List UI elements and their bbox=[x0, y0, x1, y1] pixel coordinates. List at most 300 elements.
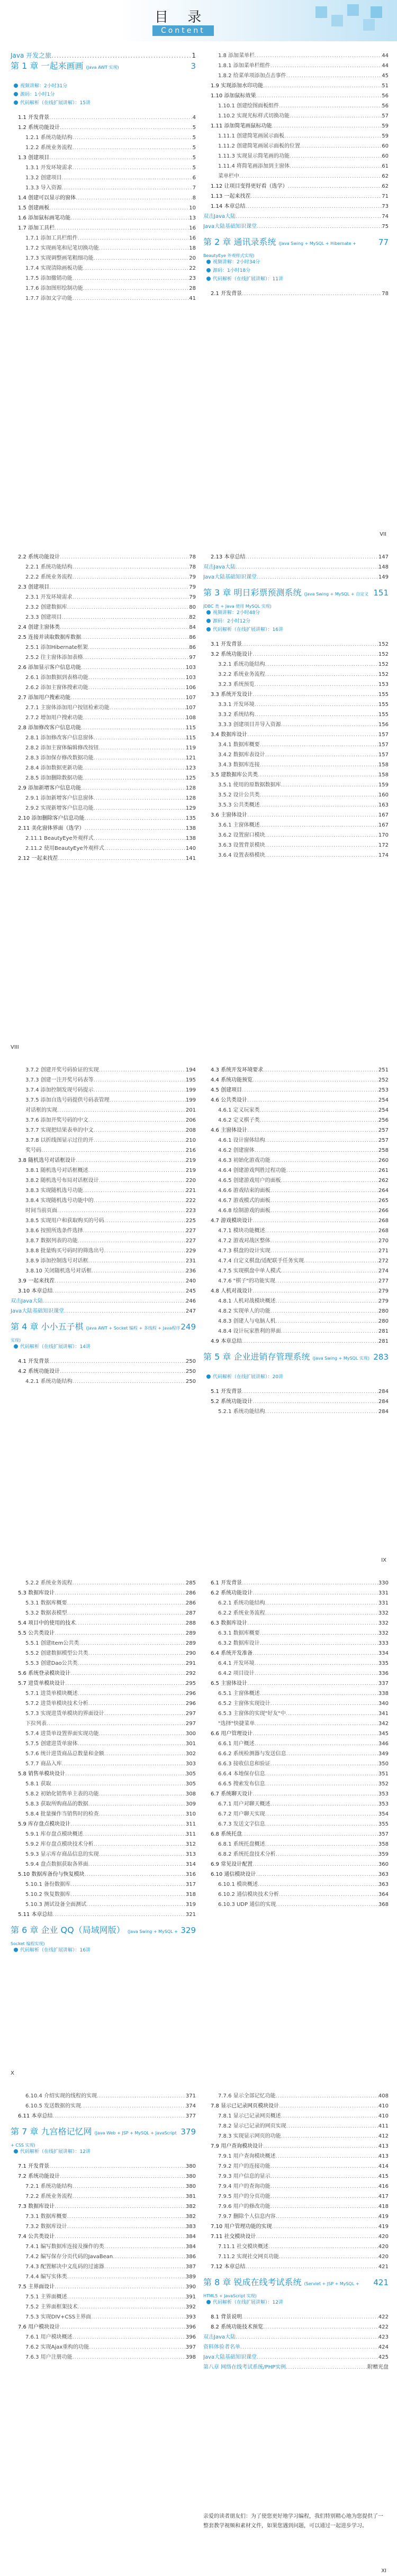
toc-entry[interactable] bbox=[203, 690, 389, 700]
toc-entry[interactable] bbox=[203, 1638, 389, 1648]
toc-entry[interactable] bbox=[203, 790, 389, 800]
toc-entry[interactable] bbox=[203, 111, 389, 121]
toc-entry[interactable] bbox=[203, 1648, 389, 1658]
toc-entry[interactable] bbox=[203, 1397, 389, 1407]
toc-entry[interactable] bbox=[11, 1377, 196, 1387]
toc-entry[interactable] bbox=[11, 1648, 196, 1658]
toc-entry[interactable] bbox=[11, 243, 196, 253]
toc-entry[interactable] bbox=[203, 1206, 389, 1216]
toc-entry[interactable] bbox=[203, 191, 389, 201]
toc-entry[interactable] bbox=[11, 273, 196, 283]
toc-entry[interactable] bbox=[203, 181, 389, 191]
toc-entry[interactable] bbox=[11, 1115, 196, 1125]
toc-entry[interactable] bbox=[203, 2101, 389, 2111]
toc-entry[interactable] bbox=[11, 2332, 196, 2342]
toc-entry[interactable] bbox=[203, 81, 389, 91]
toc-entry[interactable] bbox=[11, 1256, 196, 1266]
toc-entry[interactable] bbox=[11, 1890, 196, 1900]
toc-entry[interactable] bbox=[11, 153, 196, 163]
toc-entry[interactable] bbox=[11, 213, 196, 223]
toc-entry[interactable] bbox=[203, 780, 389, 790]
toc-entry[interactable] bbox=[203, 1256, 389, 1266]
toc-entry[interactable] bbox=[11, 1859, 196, 1869]
toc-entry[interactable] bbox=[11, 193, 196, 203]
toc-entry[interactable] bbox=[203, 2121, 389, 2131]
toc-entry[interactable] bbox=[11, 1306, 196, 1316]
toc-entry[interactable] bbox=[203, 1809, 389, 1819]
toc-entry[interactable] bbox=[203, 830, 389, 840]
toc-entry[interactable] bbox=[203, 1598, 389, 1608]
toc-entry[interactable] bbox=[203, 171, 389, 181]
toc-entry[interactable] bbox=[11, 1729, 196, 1739]
toc-entry[interactable] bbox=[11, 1880, 196, 1890]
toc-entry[interactable] bbox=[203, 1869, 389, 1880]
toc-entry[interactable] bbox=[11, 1759, 196, 1769]
toc-entry[interactable] bbox=[203, 562, 389, 572]
toc-entry[interactable] bbox=[11, 2252, 196, 2262]
toc-entry[interactable] bbox=[203, 710, 389, 720]
toc-entry[interactable] bbox=[11, 2171, 196, 2181]
toc-entry[interactable] bbox=[203, 2262, 389, 2272]
toc-entry[interactable] bbox=[11, 203, 196, 213]
toc-entry[interactable] bbox=[203, 2362, 389, 2372]
toc-entry[interactable] bbox=[11, 2111, 196, 2121]
toc-entry[interactable] bbox=[11, 1618, 196, 1628]
chapter-heading[interactable] bbox=[203, 237, 389, 258]
toc-entry[interactable] bbox=[11, 2352, 196, 2362]
toc-entry[interactable] bbox=[203, 1075, 389, 1085]
toc-entry[interactable] bbox=[203, 1900, 389, 1910]
toc-entry[interactable] bbox=[203, 212, 389, 222]
toc-entry[interactable] bbox=[11, 854, 196, 864]
toc-entry[interactable] bbox=[203, 1759, 389, 1769]
chapter-heading[interactable] bbox=[11, 1925, 196, 1946]
toc-entry[interactable] bbox=[203, 1336, 389, 1346]
toc-entry[interactable] bbox=[203, 61, 389, 71]
toc-entry[interactable] bbox=[203, 2131, 389, 2141]
toc-entry[interactable] bbox=[11, 1689, 196, 1699]
toc-entry[interactable] bbox=[11, 2342, 196, 2352]
toc-entry[interactable] bbox=[11, 113, 196, 123]
toc-entry[interactable] bbox=[203, 289, 389, 299]
chapter-heading[interactable] bbox=[203, 1352, 389, 1373]
toc-entry[interactable] bbox=[11, 1669, 196, 1679]
toc-entry[interactable] bbox=[11, 1075, 196, 1085]
toc-entry[interactable] bbox=[203, 1829, 389, 1839]
leader-dots bbox=[94, 803, 186, 813]
toc-entry[interactable] bbox=[11, 173, 196, 183]
toc-entry[interactable] bbox=[203, 1226, 389, 1236]
toc-entry[interactable] bbox=[11, 693, 196, 703]
toc-entry[interactable] bbox=[203, 770, 389, 780]
toc-entry[interactable] bbox=[11, 1286, 196, 1296]
toc-entry[interactable] bbox=[11, 643, 196, 653]
page-ref: 194 bbox=[185, 1067, 196, 1073]
toc-entry[interactable] bbox=[203, 720, 389, 730]
toc-entry[interactable] bbox=[203, 1608, 389, 1618]
toc-entry[interactable] bbox=[203, 2181, 389, 2192]
toc-entry[interactable] bbox=[203, 1709, 389, 1719]
toc-entry[interactable] bbox=[203, 2322, 389, 2332]
toc-entry[interactable] bbox=[203, 141, 389, 151]
toc-entry[interactable] bbox=[203, 2091, 389, 2101]
toc-entry[interactable] bbox=[11, 2302, 196, 2312]
toc-entry[interactable] bbox=[11, 592, 196, 602]
toc-entry[interactable] bbox=[11, 683, 196, 693]
toc-entry[interactable] bbox=[11, 793, 196, 803]
toc-entry[interactable] bbox=[11, 51, 196, 61]
toc-entry[interactable] bbox=[203, 1145, 389, 1156]
toc-entry[interactable] bbox=[203, 51, 389, 61]
toc-entry[interactable] bbox=[203, 700, 389, 710]
toc-entry[interactable] bbox=[203, 810, 389, 820]
toc-entry[interactable] bbox=[203, 1799, 389, 1809]
toc-entry[interactable] bbox=[203, 2111, 389, 2121]
chapter-resource[interactable] bbox=[11, 82, 196, 90]
toc-entry[interactable] bbox=[203, 659, 389, 670]
toc-entry[interactable] bbox=[203, 649, 389, 659]
toc-entry[interactable] bbox=[11, 1779, 196, 1789]
toc-entry[interactable] bbox=[11, 1125, 196, 1135]
toc-entry[interactable] bbox=[11, 773, 196, 783]
toc-entry[interactable] bbox=[203, 1125, 389, 1135]
toc-entry[interactable] bbox=[203, 639, 389, 649]
leader-dots bbox=[110, 703, 186, 713]
toc-entry[interactable] bbox=[203, 2151, 389, 2161]
toc-entry[interactable] bbox=[203, 1196, 389, 1206]
toc-entry[interactable] bbox=[203, 1618, 389, 1628]
toc-entry[interactable] bbox=[11, 2222, 196, 2232]
toc-entry[interactable] bbox=[203, 1628, 389, 1638]
toc-entry[interactable] bbox=[11, 2232, 196, 2242]
toc-entry[interactable] bbox=[11, 1598, 196, 1608]
toc-entry[interactable] bbox=[203, 1276, 389, 1286]
toc-entry[interactable] bbox=[11, 1679, 196, 1689]
toc-entry[interactable] bbox=[203, 1679, 389, 1689]
toc-entry[interactable] bbox=[203, 1266, 389, 1276]
toc-entry[interactable] bbox=[203, 1387, 389, 1397]
toc-entry[interactable] bbox=[11, 1799, 196, 1809]
toc-entry[interactable] bbox=[11, 612, 196, 622]
toc-entry[interactable] bbox=[11, 562, 196, 572]
toc-entry[interactable] bbox=[203, 1839, 389, 1849]
toc-entry[interactable] bbox=[203, 1316, 389, 1326]
toc-entry[interactable] bbox=[11, 582, 196, 592]
toc-entry[interactable] bbox=[11, 133, 196, 143]
toc-entry[interactable] bbox=[11, 1145, 196, 1156]
toc-entry[interactable] bbox=[203, 1859, 389, 1869]
toc-entry[interactable] bbox=[11, 2091, 196, 2101]
toc-entry[interactable] bbox=[11, 2192, 196, 2202]
toc-entry[interactable] bbox=[203, 1699, 389, 1709]
toc-entry[interactable] bbox=[203, 680, 389, 690]
toc-entry[interactable] bbox=[203, 1085, 389, 1095]
toc-entry[interactable] bbox=[11, 2262, 196, 2272]
toc-entry[interactable] bbox=[203, 750, 389, 760]
toc-entry[interactable] bbox=[11, 1588, 196, 1598]
toc-entry[interactable] bbox=[203, 2312, 389, 2322]
toc-entry[interactable] bbox=[203, 2352, 389, 2362]
toc-entry[interactable] bbox=[11, 1226, 196, 1236]
toc-entry[interactable] bbox=[11, 673, 196, 683]
toc-entry[interactable] bbox=[11, 1658, 196, 1669]
toc-entry[interactable] bbox=[11, 2322, 196, 2332]
toc-entry[interactable] bbox=[203, 1156, 389, 1166]
toc-entry[interactable] bbox=[203, 1719, 389, 1729]
toc-entry[interactable] bbox=[11, 823, 196, 833]
toc-entry[interactable] bbox=[11, 763, 196, 773]
toc-entry[interactable] bbox=[203, 1065, 389, 1075]
toc-entry[interactable] bbox=[11, 552, 196, 562]
page-ref: 345 bbox=[378, 1731, 389, 1737]
page-ref: 422 bbox=[378, 2314, 389, 2320]
toc-entry[interactable] bbox=[11, 1809, 196, 1819]
toc-entry[interactable] bbox=[203, 2222, 389, 2232]
toc-entry[interactable] bbox=[203, 1769, 389, 1779]
toc-entry[interactable] bbox=[11, 223, 196, 233]
toc-entry[interactable] bbox=[11, 833, 196, 844]
toc-entry[interactable] bbox=[203, 850, 389, 860]
toc-entry[interactable] bbox=[203, 71, 389, 81]
toc-entry[interactable] bbox=[11, 123, 196, 133]
toc-entry[interactable] bbox=[11, 844, 196, 854]
toc-entry[interactable] bbox=[11, 1236, 196, 1246]
entry-title: 7.8.3 实现显示网页的功能 bbox=[218, 2133, 281, 2139]
toc-entry[interactable] bbox=[11, 2212, 196, 2222]
toc-entry[interactable] bbox=[11, 1769, 196, 1779]
toc-entry[interactable] bbox=[11, 733, 196, 743]
toc-entry[interactable] bbox=[11, 813, 196, 823]
toc-entry[interactable] bbox=[203, 2171, 389, 2181]
toc-entry[interactable] bbox=[11, 713, 196, 723]
toc-entry[interactable] bbox=[203, 1135, 389, 1145]
toc-entry[interactable] bbox=[11, 1789, 196, 1799]
toc-entry[interactable] bbox=[11, 803, 196, 813]
toc-entry[interactable] bbox=[11, 183, 196, 193]
toc-entry[interactable] bbox=[11, 602, 196, 612]
toc-entry[interactable] bbox=[11, 783, 196, 793]
toc-entry[interactable] bbox=[11, 1196, 196, 1206]
toc-entry[interactable] bbox=[203, 1326, 389, 1336]
entry-title: 3.2.1 系统功能结构 bbox=[218, 662, 265, 667]
toc-entry[interactable] bbox=[11, 1749, 196, 1759]
toc-entry[interactable] bbox=[203, 740, 389, 750]
toc-entry[interactable] bbox=[11, 1276, 196, 1286]
toc-entry[interactable] bbox=[11, 1186, 196, 1196]
toc-entry[interactable] bbox=[11, 2181, 196, 2192]
toc-entry[interactable] bbox=[203, 1216, 389, 1226]
toc-entry[interactable] bbox=[11, 1156, 196, 1166]
toc-entry[interactable] bbox=[11, 2202, 196, 2212]
entry-title: 2.11.1 BeautyEye外观样式 bbox=[25, 836, 94, 841]
toc-entry[interactable] bbox=[11, 653, 196, 663]
chapter-resource[interactable] bbox=[203, 617, 389, 626]
toc-entry[interactable] bbox=[11, 1829, 196, 1839]
toc-entry[interactable] bbox=[11, 753, 196, 763]
toc-entry[interactable] bbox=[11, 1166, 196, 1176]
toc-entry[interactable] bbox=[203, 2192, 389, 2202]
toc-entry[interactable] bbox=[203, 91, 389, 101]
toc-entry[interactable] bbox=[203, 760, 389, 770]
toc-entry[interactable] bbox=[203, 1739, 389, 1749]
toc-entry[interactable] bbox=[11, 632, 196, 643]
chapter-resource[interactable] bbox=[203, 275, 389, 283]
toc-entry[interactable] bbox=[203, 1789, 389, 1799]
toc-entry[interactable] bbox=[11, 663, 196, 673]
toc-entry[interactable] bbox=[11, 1628, 196, 1638]
toc-entry[interactable] bbox=[11, 1246, 196, 1256]
toc-entry[interactable] bbox=[203, 670, 389, 680]
toc-entry[interactable] bbox=[11, 1176, 196, 1186]
toc-entry[interactable] bbox=[203, 2332, 389, 2342]
toc-entry[interactable] bbox=[203, 1729, 389, 1739]
toc-entry[interactable] bbox=[11, 723, 196, 733]
entry-title: 5.7.4 进货单设置界面实现功能 bbox=[25, 1731, 99, 1737]
toc-entry[interactable] bbox=[11, 1296, 196, 1306]
toc-entry[interactable] bbox=[203, 1286, 389, 1296]
toc-entry[interactable] bbox=[203, 1296, 389, 1306]
toc-entry[interactable] bbox=[203, 1306, 389, 1316]
toc-entry[interactable] bbox=[203, 2141, 389, 2151]
toc-entry[interactable] bbox=[203, 1578, 389, 1588]
toc-entry[interactable] bbox=[203, 1236, 389, 1246]
toc-entry[interactable] bbox=[203, 131, 389, 141]
toc-entry[interactable] bbox=[203, 1186, 389, 1196]
toc-entry[interactable] bbox=[11, 1739, 196, 1749]
entry-title: 3.4.2 数据库表设计 bbox=[218, 752, 265, 758]
toc-entry[interactable] bbox=[203, 2252, 389, 2262]
toc-entry[interactable] bbox=[11, 622, 196, 632]
toc-entry[interactable] bbox=[203, 2342, 389, 2352]
toc-entry[interactable] bbox=[203, 2242, 389, 2252]
toc-entry[interactable] bbox=[203, 800, 389, 810]
toc-entry[interactable] bbox=[11, 1638, 196, 1648]
toc-entry[interactable] bbox=[203, 572, 389, 582]
toc-entry[interactable] bbox=[203, 1880, 389, 1890]
toc-entry[interactable] bbox=[203, 1689, 389, 1699]
chapter-heading[interactable] bbox=[203, 588, 389, 609]
chapter-heading[interactable] bbox=[203, 2277, 389, 2298]
toc-entry[interactable] bbox=[11, 283, 196, 294]
chapter-resource[interactable] bbox=[11, 90, 196, 99]
toc-entry[interactable] bbox=[11, 1869, 196, 1880]
chapter-resource[interactable] bbox=[11, 99, 196, 107]
toc-entry[interactable] bbox=[11, 1699, 196, 1709]
toc-entry[interactable] bbox=[203, 1669, 389, 1679]
toc-entry[interactable] bbox=[11, 1266, 196, 1276]
toc-entry[interactable] bbox=[11, 703, 196, 713]
toc-entry[interactable] bbox=[203, 1588, 389, 1598]
toc-entry[interactable] bbox=[11, 2312, 196, 2322]
toc-entry[interactable] bbox=[11, 2272, 196, 2282]
toc-entry[interactable] bbox=[203, 121, 389, 131]
toc-entry[interactable] bbox=[11, 1900, 196, 1910]
toc-entry[interactable] bbox=[11, 294, 196, 304]
chapter-resource[interactable] bbox=[203, 626, 389, 634]
toc-entry[interactable] bbox=[203, 1407, 389, 1417]
toc-entry[interactable] bbox=[203, 151, 389, 161]
toc-entry[interactable] bbox=[11, 1709, 196, 1719]
leader-dots bbox=[239, 171, 382, 181]
toc-entry[interactable] bbox=[203, 730, 389, 740]
toc-entry[interactable] bbox=[11, 1839, 196, 1849]
toc-entry[interactable] bbox=[11, 233, 196, 243]
toc-entry[interactable] bbox=[11, 2282, 196, 2292]
toc-entry[interactable] bbox=[11, 1819, 196, 1829]
toc-entry[interactable] bbox=[11, 1910, 196, 1920]
chapter-heading[interactable] bbox=[11, 2126, 196, 2148]
entry-title: 6.8.2 系统托盘技术分析 bbox=[218, 1851, 276, 1857]
toc-entry[interactable] bbox=[11, 1719, 196, 1729]
toc-entry[interactable] bbox=[203, 820, 389, 830]
toc-entry[interactable] bbox=[203, 1849, 389, 1859]
toc-entry[interactable] bbox=[203, 1658, 389, 1669]
toc-entry[interactable] bbox=[11, 2242, 196, 2252]
toc-entry[interactable] bbox=[203, 1166, 389, 1176]
chapter-resource[interactable] bbox=[203, 267, 389, 275]
page-ref: 60 bbox=[382, 153, 389, 159]
toc-entry[interactable] bbox=[11, 263, 196, 273]
toc-entry[interactable] bbox=[11, 2292, 196, 2302]
toc-entry[interactable] bbox=[203, 2202, 389, 2212]
toc-entry[interactable] bbox=[203, 1749, 389, 1759]
chapter-heading[interactable] bbox=[11, 61, 196, 82]
toc-entry[interactable] bbox=[11, 1135, 196, 1145]
toc-entry[interactable] bbox=[203, 1779, 389, 1789]
leader-dots bbox=[260, 1638, 378, 1648]
toc-entry[interactable] bbox=[203, 1095, 389, 1105]
toc-entry[interactable] bbox=[11, 1849, 196, 1859]
toc-entry[interactable] bbox=[203, 1246, 389, 1256]
toc-entry[interactable] bbox=[11, 1206, 196, 1216]
toc-entry[interactable] bbox=[11, 1356, 196, 1367]
toc-entry[interactable] bbox=[11, 1105, 196, 1115]
toc-entry[interactable] bbox=[203, 1176, 389, 1186]
toc-entry[interactable] bbox=[11, 1578, 196, 1588]
toc-entry[interactable] bbox=[11, 572, 196, 582]
toc-entry[interactable] bbox=[11, 1608, 196, 1618]
chapter-heading[interactable] bbox=[11, 1322, 196, 1343]
toc-entry[interactable] bbox=[11, 1216, 196, 1226]
toc-entry[interactable] bbox=[11, 1065, 196, 1075]
toc-entry[interactable] bbox=[11, 163, 196, 173]
toc-entry[interactable] bbox=[11, 2161, 196, 2171]
toc-entry[interactable] bbox=[203, 161, 389, 171]
toc-entry[interactable] bbox=[203, 1115, 389, 1125]
toc-entry[interactable] bbox=[203, 101, 389, 111]
entry-title: 2.8.4 添加数据更新功能 bbox=[25, 765, 83, 771]
toc-entry[interactable] bbox=[11, 1095, 196, 1105]
toc-entry[interactable] bbox=[11, 2101, 196, 2111]
toc-entry[interactable] bbox=[203, 1819, 389, 1829]
toc-entry[interactable] bbox=[203, 1890, 389, 1900]
toc-entry[interactable] bbox=[203, 201, 389, 212]
toc-entry[interactable] bbox=[11, 1367, 196, 1377]
toc-entry[interactable] bbox=[203, 552, 389, 562]
entry-title: 1.1 开发背景 bbox=[18, 115, 50, 121]
toc-entry[interactable] bbox=[11, 143, 196, 153]
chapter-resource[interactable] bbox=[203, 1373, 389, 1381]
toc-entry[interactable] bbox=[203, 222, 389, 232]
toc-entry[interactable] bbox=[203, 2212, 389, 2222]
toc-entry[interactable] bbox=[203, 2232, 389, 2242]
toc-entry[interactable] bbox=[203, 1105, 389, 1115]
toc-entry[interactable] bbox=[11, 253, 196, 263]
toc-entry[interactable] bbox=[203, 840, 389, 850]
toc-entry[interactable] bbox=[203, 2161, 389, 2171]
toc-entry[interactable] bbox=[11, 1085, 196, 1095]
toc-entry[interactable] bbox=[11, 743, 196, 753]
